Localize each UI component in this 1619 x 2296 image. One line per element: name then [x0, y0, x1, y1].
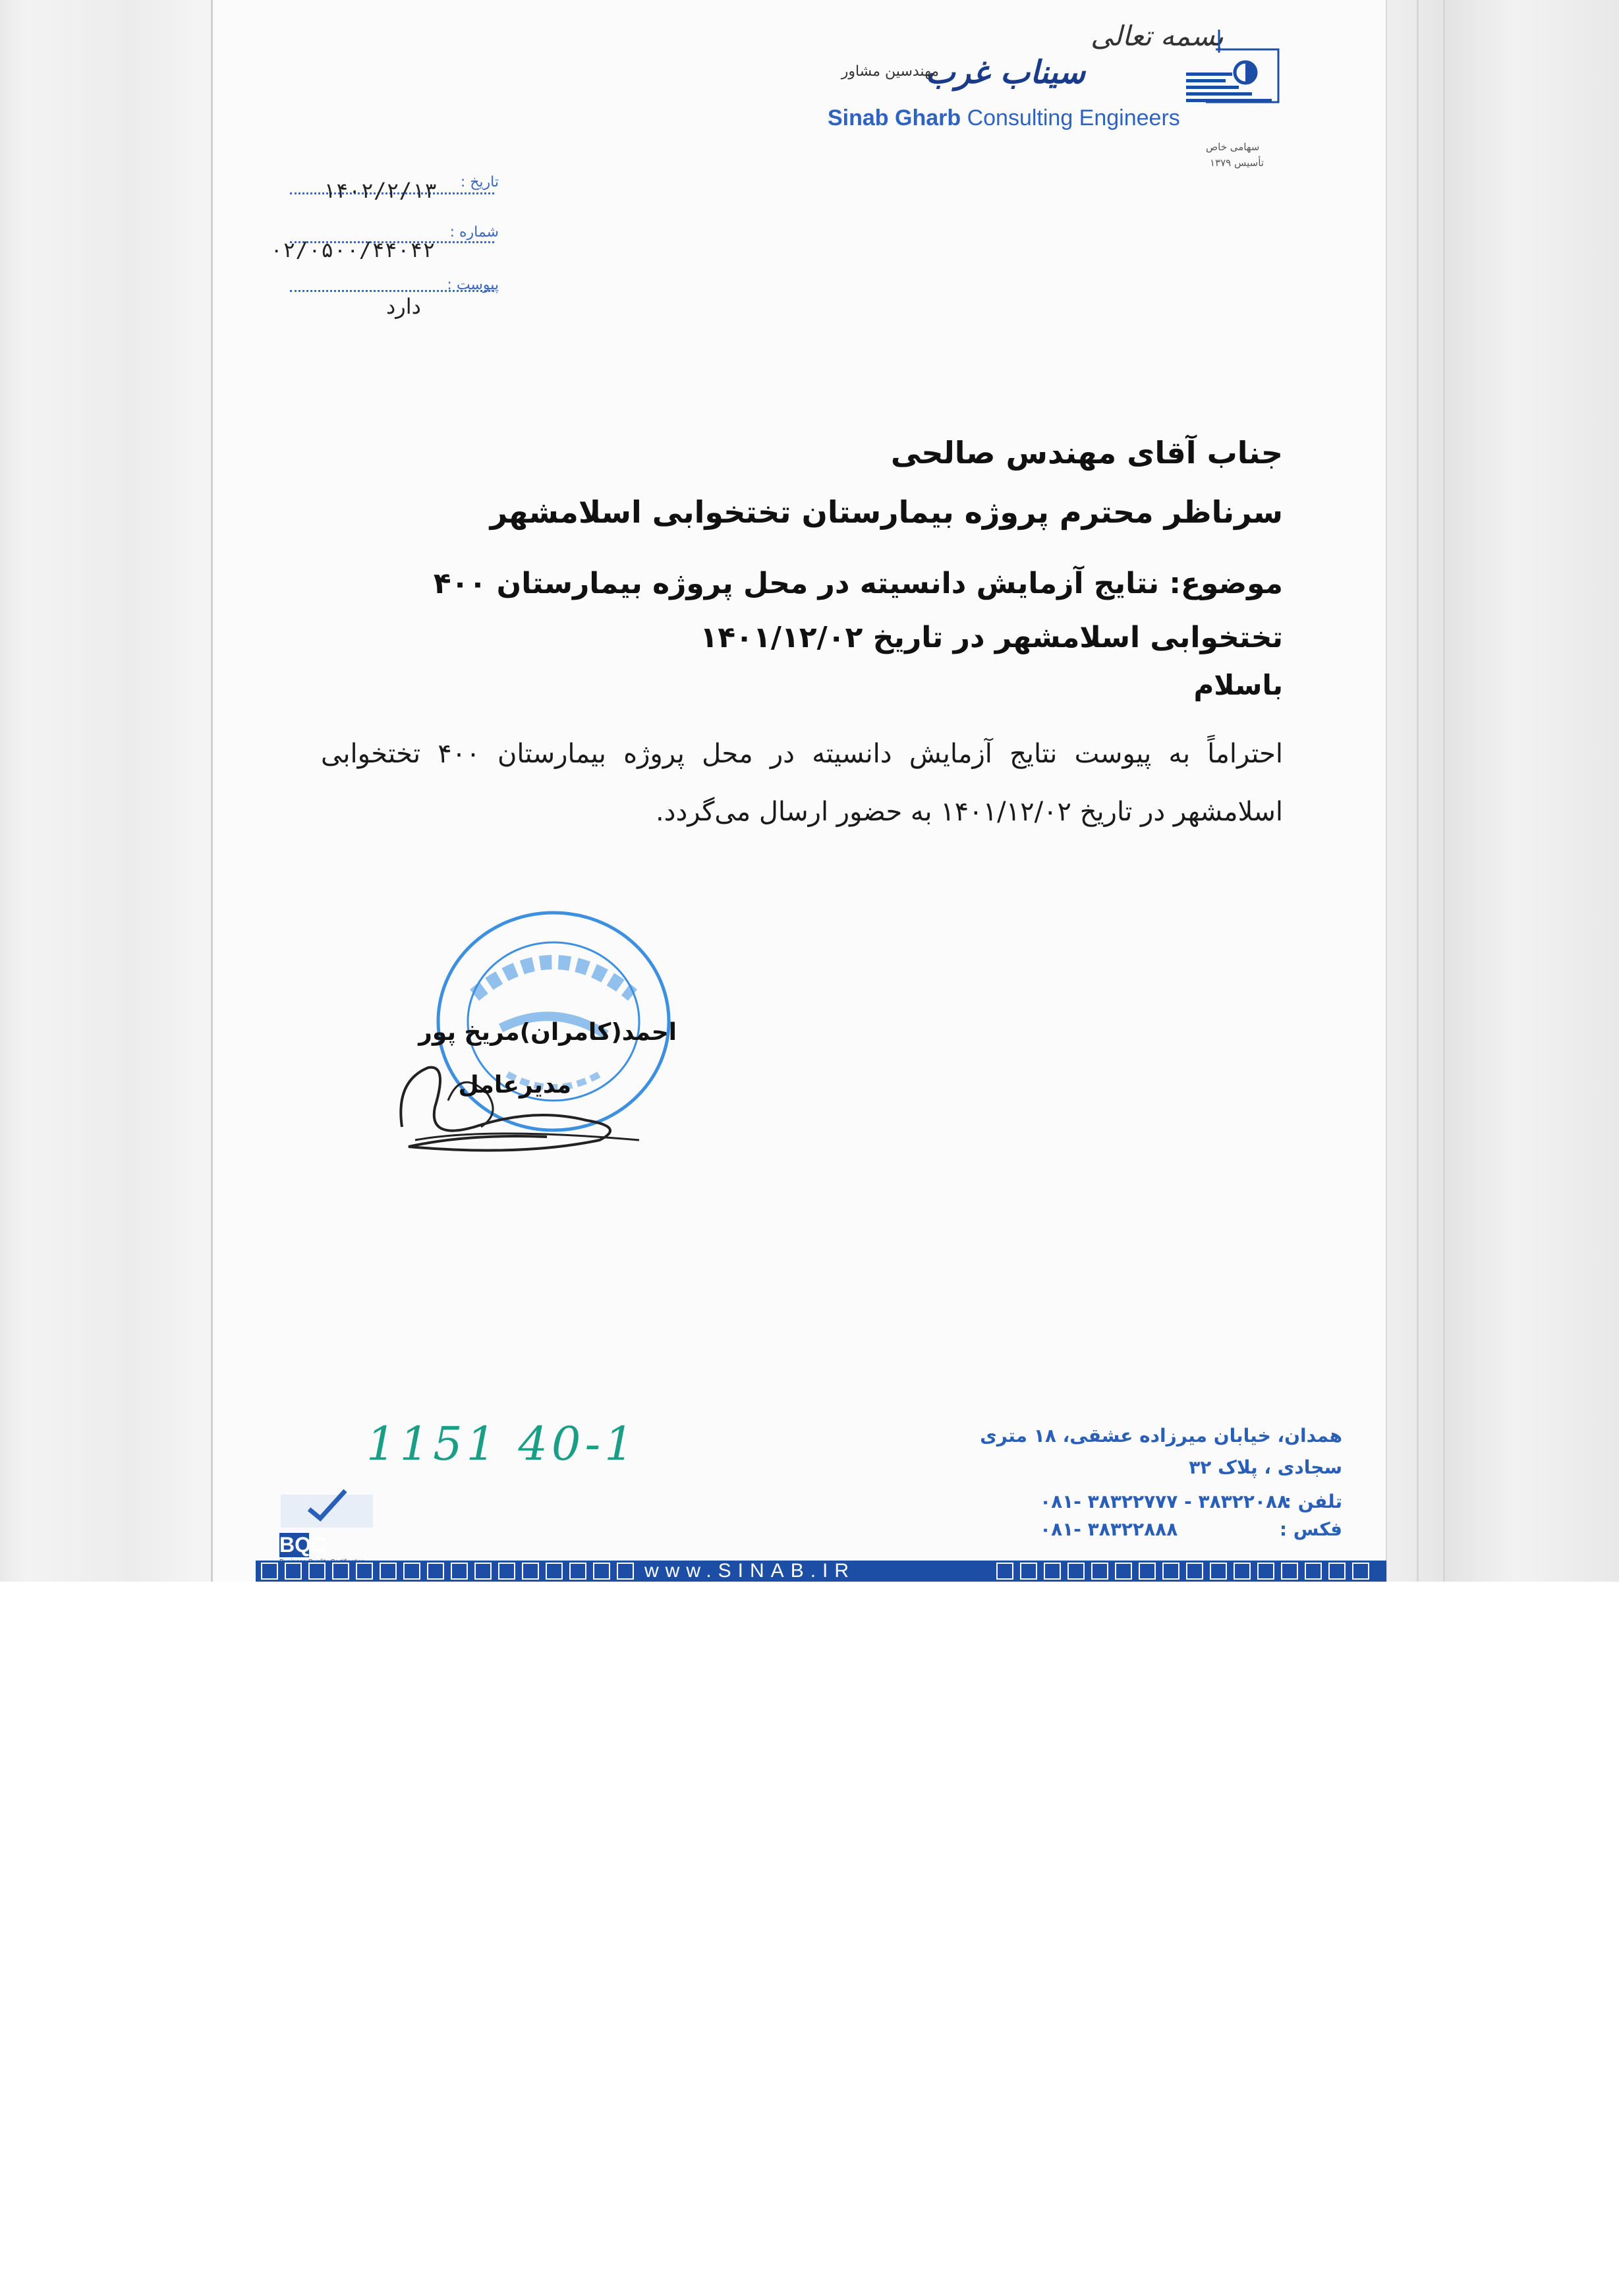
- date-label: تاریخ :: [460, 174, 499, 190]
- website-band: [256, 1561, 1386, 1582]
- band-square: [356, 1563, 373, 1580]
- company-logo-icon: [1179, 26, 1292, 125]
- bqc-letters: [279, 1533, 376, 1557]
- date-value: ۱۴۰۲/۲/۱۳: [323, 178, 438, 203]
- page-edge: [1417, 0, 1419, 1582]
- website-link[interactable]: www.SINAB.IR: [638, 1561, 862, 1582]
- checkmark-icon: [279, 1481, 376, 1529]
- brand-name-en: [828, 105, 1180, 131]
- number-label: شماره :: [449, 224, 499, 241]
- fax-value: ۰۸۱- ۳۸۳۲۲۸۸۸: [1040, 1518, 1178, 1540]
- bqc-text: BQC: [279, 1533, 327, 1557]
- band-square: [617, 1563, 634, 1580]
- band-square: [1044, 1563, 1061, 1580]
- signer-name: احمد(کامران)مریخ پور: [418, 1019, 677, 1046]
- bismillah: بسمه تعالی: [1091, 20, 1224, 52]
- band-square: [1234, 1563, 1251, 1580]
- band-square: [1139, 1563, 1156, 1580]
- band-square: [1210, 1563, 1227, 1580]
- handwritten-note: 1151 40-1: [366, 1417, 638, 1471]
- band-square: [1067, 1563, 1085, 1580]
- band-square: [593, 1563, 610, 1580]
- band-square: [1091, 1563, 1108, 1580]
- logo-caption: تأسیس ۱۳۷۹: [1210, 157, 1264, 169]
- attachment-dotted-line: [290, 290, 494, 292]
- band-square: [996, 1563, 1013, 1580]
- band-square: [474, 1563, 492, 1580]
- band-square: [522, 1563, 539, 1580]
- phone-value: ۰۸۱- ۳۸۳۲۲۷۷۷ - ۳۸۳۲۲۰۸۸: [1040, 1491, 1289, 1512]
- recipient-position: سرناظر محترم پروژه بیمارستان تختخوابی اسلامشهر: [490, 494, 1283, 530]
- band-square: [1305, 1563, 1322, 1580]
- band-square: [546, 1563, 563, 1580]
- band-square: [1328, 1563, 1346, 1580]
- body-paragraph: احتراماً به پیوست نتایج آزمایش دانسیته در محل پروژه بیمارستان ۴۰۰ تختخوابی اسلامشهر در تاریخ ۱۴۰۱/۱۲/۰۲ به حضور ارسال می‌گردد.: [321, 739, 1283, 827]
- phone-label: تلفن :: [1284, 1491, 1342, 1512]
- number-value: ۰۲/۰۵۰۰/۴۴۰۴۲: [270, 237, 436, 262]
- bqc-certification-badge: [279, 1481, 376, 1567]
- band-square: [1115, 1563, 1132, 1580]
- fax-label: فکس :: [1279, 1518, 1342, 1540]
- brand-name-fa: سیناب غرب: [925, 54, 1085, 91]
- band-square: [427, 1563, 444, 1580]
- recipient-name: جناب آقای مهندس صالحی: [890, 435, 1283, 471]
- band-square: [403, 1563, 420, 1580]
- greeting: باسلام: [1193, 669, 1283, 701]
- band-square: [285, 1563, 302, 1580]
- address-line: همدان، خیابان میرزاده عشقی، ۱۸ متری: [980, 1425, 1342, 1447]
- band-square: [308, 1563, 326, 1580]
- page-edge: [1443, 0, 1445, 1582]
- attachment-value: دارد: [386, 294, 421, 319]
- brand-name-en-rest: Consulting Engineers: [961, 105, 1180, 130]
- band-square: [1020, 1563, 1037, 1580]
- brand-subtitle-fa: مهندسین مشاور: [841, 63, 939, 80]
- band-square: [332, 1563, 349, 1580]
- band-square: [380, 1563, 397, 1580]
- band-square: [261, 1563, 278, 1580]
- band-square: [1162, 1563, 1179, 1580]
- band-square: [451, 1563, 468, 1580]
- band-square: [1352, 1563, 1369, 1580]
- logo-caption: سهامی خاص: [1206, 141, 1260, 153]
- band-square: [498, 1563, 515, 1580]
- attachment-label: پیوست :: [447, 277, 499, 293]
- signer-title: مدیرعامل: [458, 1072, 571, 1099]
- brand-name-en-bold: Sinab Gharb: [828, 105, 961, 130]
- band-square: [1257, 1563, 1274, 1580]
- subject-line: موضوع: نتایج آزمایش دانسیته در محل پروژه بیمارستان ۴۰۰ تختخوابی اسلامشهر در تاریخ ۱۴۰۱/۱۲/۰۲: [433, 567, 1283, 654]
- band-square: [569, 1563, 586, 1580]
- address-line: سجادی ، پلاک ۳۲: [1189, 1456, 1342, 1478]
- band-square: [1281, 1563, 1298, 1580]
- band-square: [1186, 1563, 1203, 1580]
